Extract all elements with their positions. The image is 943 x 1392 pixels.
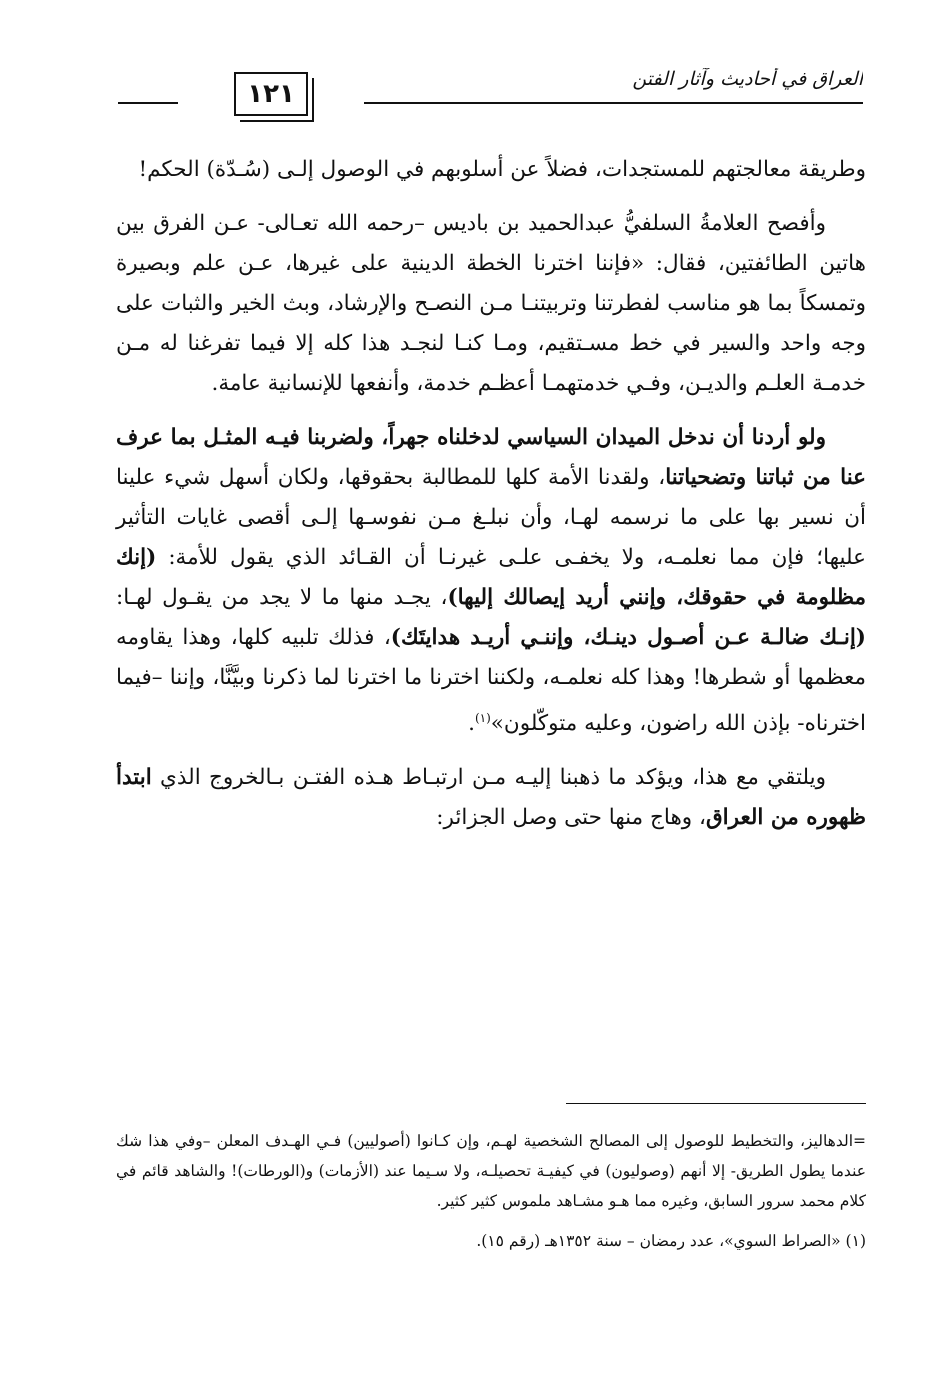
- paragraph-3: [116, 418, 866, 744]
- paragraph-1: وطريقة معالجتهم للمستجدات، فضلاً عن أسلوبهم في الوصول إلـى (سُـدّة) الحكم!: [138, 157, 866, 182]
- paragraph-4: [116, 758, 866, 838]
- text-run: ، ولقدنا الأمة كلها للمطالبة بحقوقها، ولكان أسهل شيء علينا أن نسير بها على ما نرسمه لهـا، وأن نبلـغ مـن نفوسـها إلـى أقصى غايات التأثير عليها؛ فإن مما نعلمـه، ولا يخفـى علـى غيرنـا أن القـائد الذي يقول للأمة:: [116, 465, 866, 570]
- text-run: ويلتقي مع هذا، ويؤكد ما ذهبنا إليـه مـن ارتبـاط هـذه الفتـن بـالخروج الذي: [151, 765, 826, 791]
- bold-phrase: ابتدأ ظهوره من العراق: [116, 765, 866, 831]
- bold-phrase: ولو أردنا أن ندخل الميدان السياسي لدخلناه جهراً، ولضربنا فيـه المثـل بما عرف عنا من ثباتنا وتضحياتنا: [116, 425, 867, 490]
- page-header: [118, 60, 863, 132]
- footnote-separator: [566, 1103, 866, 1104]
- book-title: العراق في أحاديث وآثار الفتن: [632, 68, 863, 90]
- text-run: ، وهاج منها حتى وصل الجزائر:: [436, 805, 706, 831]
- footnotes: [116, 1126, 866, 1266]
- header-rule-right: [364, 102, 863, 104]
- bold-quote: (إنك مظلومة في حقوقك، وإنني أريد إيصالك إليها): [116, 545, 866, 610]
- footnote-continued: =الدهاليز، والتخطيط للوصول إلى المصالح الشخصية لهـم، وإن كـانوا (أصوليين) فـي الهـدف المعلن –وفي هذا شك عندما يطول الطريق- إلا أنهم (وصوليون) في كيفيـة تحصيلـه، ولا سـيما عند (الأزمات) و(الورطات)! والشاهد قائم في كلام محمد سرور السابق، وغيره مما هـو مشـاهد ملموس كثير كثير.: [116, 1132, 866, 1210]
- page-number: ١٢١: [234, 72, 308, 116]
- page-number-frame: [182, 72, 360, 116]
- paragraph-2: وأفصح العلامةُ السلفيُّ عبدالحميد بن باديس –رحمه الله تعـالى- عـن الفرق بين هاتين الطائفتين، فقال: «فإننا اخترنا الخطة الدينية على غيرها، عـن علم وبصيرة وتمسكاً بما هو مناسب لفطرتنا وتربيتنـا مـن النصـح والإرشاد، وبث الخير والثبات على وجه واحد والسير في خط مسـتقيم، ومـا كنـا لنجـد هذا كله إلا فيما تفرغنا له مـن خدمـة العلـم والديـن، وفـي خدمتهمـا أعظـم خدمة، وأنفعها للإنسانية عامة.: [116, 211, 866, 396]
- main-text: [116, 150, 866, 852]
- bold-quote: (إنـك ضالـة عـن أصـول دينـك، وإننـي أريـد هدايتَك): [390, 625, 866, 650]
- text-run: .: [468, 711, 475, 737]
- text-run: ، فذلك تلبيه كلها، وهذا يقاومه معظمها أو شطرها! وهذا كله نعلمـه، ولكننا اخترنا ما اخترنا لما ذكرنا وبيَّنَّا، وإننا –فيما اخترناه- بإذن الله راضون، وعليه متوكّلون»: [116, 625, 866, 737]
- header-rule-left: [118, 102, 178, 104]
- text-run: ، يجـد منها ما لا يجد من يقـول لهـا:: [116, 585, 448, 610]
- footnote-1: (١) «الصراط السوي»، عدد رمضان – سنة ١٣٥٢هـ (رقم ١٥).: [476, 1232, 866, 1250]
- footnote-ref: (١): [474, 711, 491, 725]
